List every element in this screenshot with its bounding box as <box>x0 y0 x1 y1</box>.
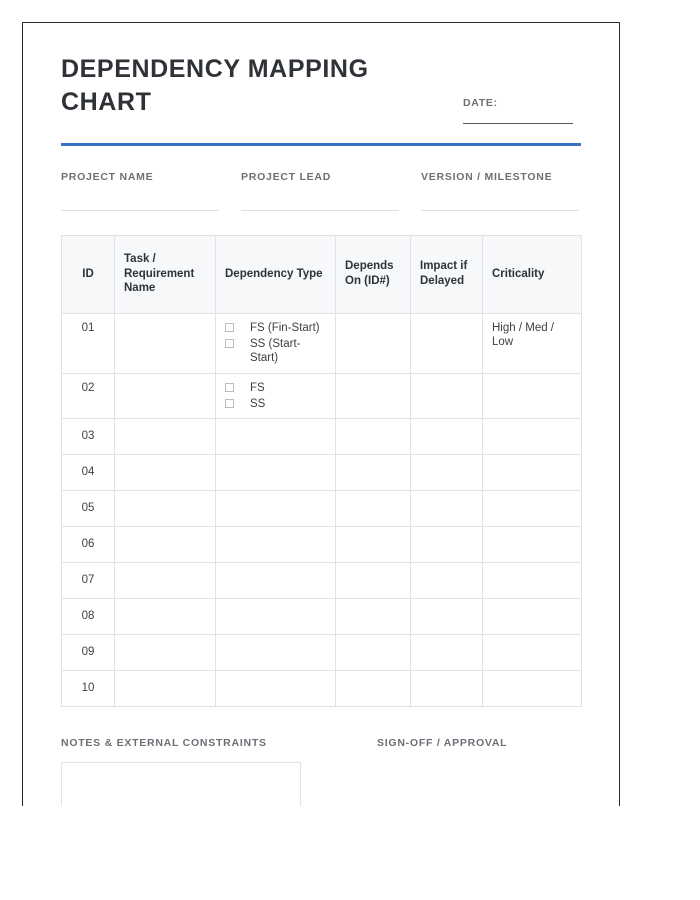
row-id-cell: 10 <box>62 671 115 707</box>
checkbox-icon[interactable] <box>225 339 234 348</box>
dependency-option-label: FS (Fin-Start) <box>250 321 320 334</box>
table-header <box>62 235 582 313</box>
notes-textarea[interactable] <box>61 762 301 806</box>
notes-label: NOTES & EXTERNAL CONSTRAINTS <box>61 737 267 750</box>
row-depends-on-cell[interactable] <box>336 491 411 527</box>
row-task-cell[interactable] <box>115 313 216 373</box>
row-id-cell: 09 <box>62 635 115 671</box>
column-header-criticality: Criticality <box>483 235 582 313</box>
row-task-cell[interactable] <box>115 671 216 707</box>
row-criticality-cell[interactable] <box>483 527 582 563</box>
row-impact-cell[interactable] <box>411 599 483 635</box>
column-header-task: Task / Requirement Name <box>115 235 216 313</box>
row-task-cell[interactable] <box>115 563 216 599</box>
criticality-options-label: High / Med / Low <box>492 321 554 349</box>
table-row <box>62 313 582 373</box>
signoff-area[interactable] <box>377 762 577 806</box>
row-impact-cell[interactable] <box>411 373 483 419</box>
row-id-cell: 01 <box>62 313 115 373</box>
table-body <box>62 313 582 707</box>
dependency-option[interactable] <box>225 337 326 366</box>
document-page <box>22 22 620 806</box>
row-task-cell[interactable] <box>115 455 216 491</box>
row-impact-cell[interactable] <box>411 419 483 455</box>
table-row <box>62 373 582 419</box>
project-lead-label: PROJECT LEAD <box>241 170 332 183</box>
row-task-cell[interactable] <box>115 635 216 671</box>
dependency-option-label: SS (Start-Start) <box>250 337 301 365</box>
row-impact-cell[interactable] <box>411 671 483 707</box>
row-impact-cell[interactable] <box>411 491 483 527</box>
row-id-cell: 07 <box>62 563 115 599</box>
table-row <box>62 455 582 491</box>
row-dependency-cell <box>216 313 336 373</box>
row-task-cell[interactable] <box>115 599 216 635</box>
row-impact-cell[interactable] <box>411 563 483 599</box>
row-dependency-cell <box>216 373 336 419</box>
checkbox-icon[interactable] <box>225 383 234 392</box>
project-name-input-line[interactable] <box>61 210 219 211</box>
table-row <box>62 419 582 455</box>
row-criticality-cell[interactable] <box>483 563 582 599</box>
row-criticality-cell[interactable] <box>483 419 582 455</box>
date-input-line[interactable] <box>463 123 573 124</box>
row-id-cell: 02 <box>62 373 115 419</box>
document-header <box>61 53 581 139</box>
table-row <box>62 527 582 563</box>
column-header-id: ID <box>62 235 115 313</box>
row-criticality-cell[interactable] <box>483 671 582 707</box>
table-row <box>62 599 582 635</box>
row-dependency-cell[interactable] <box>216 491 336 527</box>
row-id-cell: 05 <box>62 491 115 527</box>
row-task-cell[interactable] <box>115 527 216 563</box>
footer-section <box>61 737 581 806</box>
row-depends-on-cell[interactable] <box>336 373 411 419</box>
version-milestone-input-line[interactable] <box>421 210 579 211</box>
dependency-table <box>61 235 582 708</box>
table-row <box>62 635 582 671</box>
row-id-cell: 04 <box>62 455 115 491</box>
row-impact-cell[interactable] <box>411 635 483 671</box>
row-criticality-cell[interactable] <box>483 373 582 419</box>
checkbox-icon[interactable] <box>225 323 234 332</box>
row-depends-on-cell[interactable] <box>336 671 411 707</box>
project-name-field <box>61 171 219 211</box>
version-milestone-label: VERSION / MILESTONE <box>421 170 553 183</box>
dependency-option-label: FS <box>250 381 265 394</box>
row-dependency-cell[interactable] <box>216 635 336 671</box>
row-depends-on-cell[interactable] <box>336 563 411 599</box>
row-impact-cell[interactable] <box>411 455 483 491</box>
row-dependency-cell[interactable] <box>216 455 336 491</box>
project-name-label: PROJECT NAME <box>61 170 154 183</box>
column-header-impact: Impact if Delayed <box>411 235 483 313</box>
signoff-block <box>377 737 577 806</box>
row-task-cell[interactable] <box>115 491 216 527</box>
row-criticality-cell[interactable] <box>483 455 582 491</box>
column-header-depends-on: Depends On (ID#) <box>336 235 411 313</box>
table-header-row <box>62 235 582 313</box>
project-lead-input-line[interactable] <box>241 210 399 211</box>
dependency-option-list <box>225 381 326 412</box>
row-dependency-cell[interactable] <box>216 599 336 635</box>
table-row <box>62 491 582 527</box>
table-row <box>62 563 582 599</box>
date-field <box>463 97 573 124</box>
row-task-cell[interactable] <box>115 373 216 419</box>
row-depends-on-cell[interactable] <box>336 419 411 455</box>
dependency-option[interactable] <box>225 397 326 411</box>
row-id-cell: 06 <box>62 527 115 563</box>
row-dependency-cell[interactable] <box>216 419 336 455</box>
row-dependency-cell[interactable] <box>216 527 336 563</box>
signoff-label: SIGN-OFF / APPROVAL <box>377 737 508 750</box>
row-impact-cell[interactable] <box>411 527 483 563</box>
row-criticality-cell[interactable] <box>483 635 582 671</box>
row-criticality-cell[interactable] <box>483 599 582 635</box>
row-dependency-cell[interactable] <box>216 671 336 707</box>
row-depends-on-cell[interactable] <box>336 313 411 373</box>
project-lead-field <box>241 171 399 211</box>
row-id-cell: 08 <box>62 599 115 635</box>
row-criticality-cell[interactable] <box>483 313 582 373</box>
row-dependency-cell[interactable] <box>216 563 336 599</box>
dependency-option-list <box>225 321 326 366</box>
table-row <box>62 671 582 707</box>
checkbox-icon[interactable] <box>225 399 234 408</box>
meta-fields-row <box>61 171 581 211</box>
row-id-cell: 03 <box>62 419 115 455</box>
row-criticality-cell[interactable] <box>483 491 582 527</box>
page-content <box>61 53 581 806</box>
notes-block <box>61 737 341 806</box>
row-depends-on-cell[interactable] <box>336 455 411 491</box>
row-depends-on-cell[interactable] <box>336 635 411 671</box>
column-header-dependency: Dependency Type <box>216 235 336 313</box>
version-milestone-field <box>421 171 579 211</box>
dependency-option[interactable] <box>225 381 326 395</box>
dependency-option[interactable] <box>225 321 326 335</box>
row-task-cell[interactable] <box>115 419 216 455</box>
row-impact-cell[interactable] <box>411 313 483 373</box>
row-depends-on-cell[interactable] <box>336 527 411 563</box>
dependency-option-label: SS <box>250 398 266 410</box>
date-label: DATE: <box>463 97 498 109</box>
row-depends-on-cell[interactable] <box>336 599 411 635</box>
page-title: DEPENDENCY MAPPING CHART <box>61 55 369 116</box>
title-accent-rule <box>61 143 581 146</box>
